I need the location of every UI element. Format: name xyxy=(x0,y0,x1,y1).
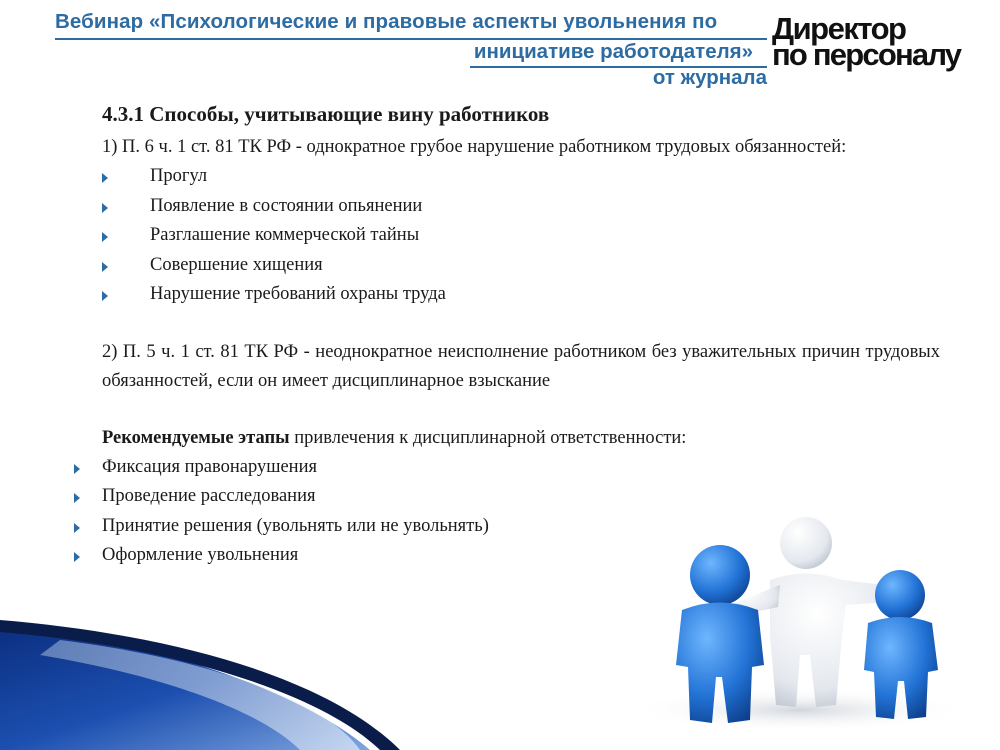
logo-line1: Директор xyxy=(772,11,906,46)
triangle-right-icon xyxy=(102,262,108,272)
list-item xyxy=(102,221,940,251)
list-item-label: Совершение хищения xyxy=(150,254,323,275)
triangle-right-icon xyxy=(74,523,80,533)
list-item-label: Появление в состоянии опьянении xyxy=(150,195,423,216)
steps-intro xyxy=(102,424,940,453)
triangle-right-icon xyxy=(102,203,108,213)
slide-header xyxy=(0,0,1000,96)
list-item-label: Фиксация правонарушения xyxy=(102,456,317,477)
spacer xyxy=(102,310,940,338)
item2-text: 2) П. 5 ч. 1 ст. 81 ТК РФ - неоднократное неисполнение работником без уважительных причин трудовых обязанностей, если он имеет дисциплинарное взыскание xyxy=(102,341,940,391)
triangle-right-icon xyxy=(102,232,108,242)
list-item xyxy=(102,280,940,310)
triangle-right-icon xyxy=(74,552,80,562)
list-item xyxy=(102,192,940,222)
triangle-right-icon xyxy=(74,464,80,474)
spacer xyxy=(102,396,940,424)
header-webinar-title: «Психологические и правовые аспекты увольнения по xyxy=(149,10,718,33)
list-item-label: Разглашение коммерческой тайны xyxy=(150,225,420,245)
list-item-label: Принятие решения (увольнять или не увольнять) xyxy=(102,515,489,536)
list-item-label: Оформление увольнения xyxy=(102,545,299,565)
triangle-right-icon xyxy=(102,291,108,301)
logo-line2: по персоналу xyxy=(772,37,961,72)
item1-bullet-list xyxy=(102,162,940,310)
steps-intro-bold: Рекомендуемые этапы xyxy=(102,427,290,448)
steps-intro-rest: привлечения к дисциплинарной ответственности: xyxy=(289,427,687,448)
header-title-line2: инициативе работодателя» xyxy=(473,40,753,63)
header-title-line1 xyxy=(55,10,767,34)
section-title: 4.3.1 Способы, учитывающие вину работников xyxy=(102,102,550,126)
header-title-line3: от журнала xyxy=(652,66,767,89)
list-item-label: Проведение расследования xyxy=(102,486,316,506)
triangle-right-icon xyxy=(74,493,80,503)
list-item-label: Нарушение требований охраны труда xyxy=(150,284,446,304)
list-item xyxy=(102,453,940,483)
list-item xyxy=(102,162,940,192)
header-webinar-word: Вебинар xyxy=(55,10,150,33)
list-item-label: Прогул xyxy=(150,166,208,186)
list-item xyxy=(102,251,940,281)
item1-text: 1) П. 6 ч. 1 ст. 81 ТК РФ - однократное грубое нарушение работником трудовых обязанностей: xyxy=(102,137,847,157)
triangle-right-icon xyxy=(102,173,108,183)
team-people-icon xyxy=(610,495,990,745)
journal-logo xyxy=(772,11,977,72)
